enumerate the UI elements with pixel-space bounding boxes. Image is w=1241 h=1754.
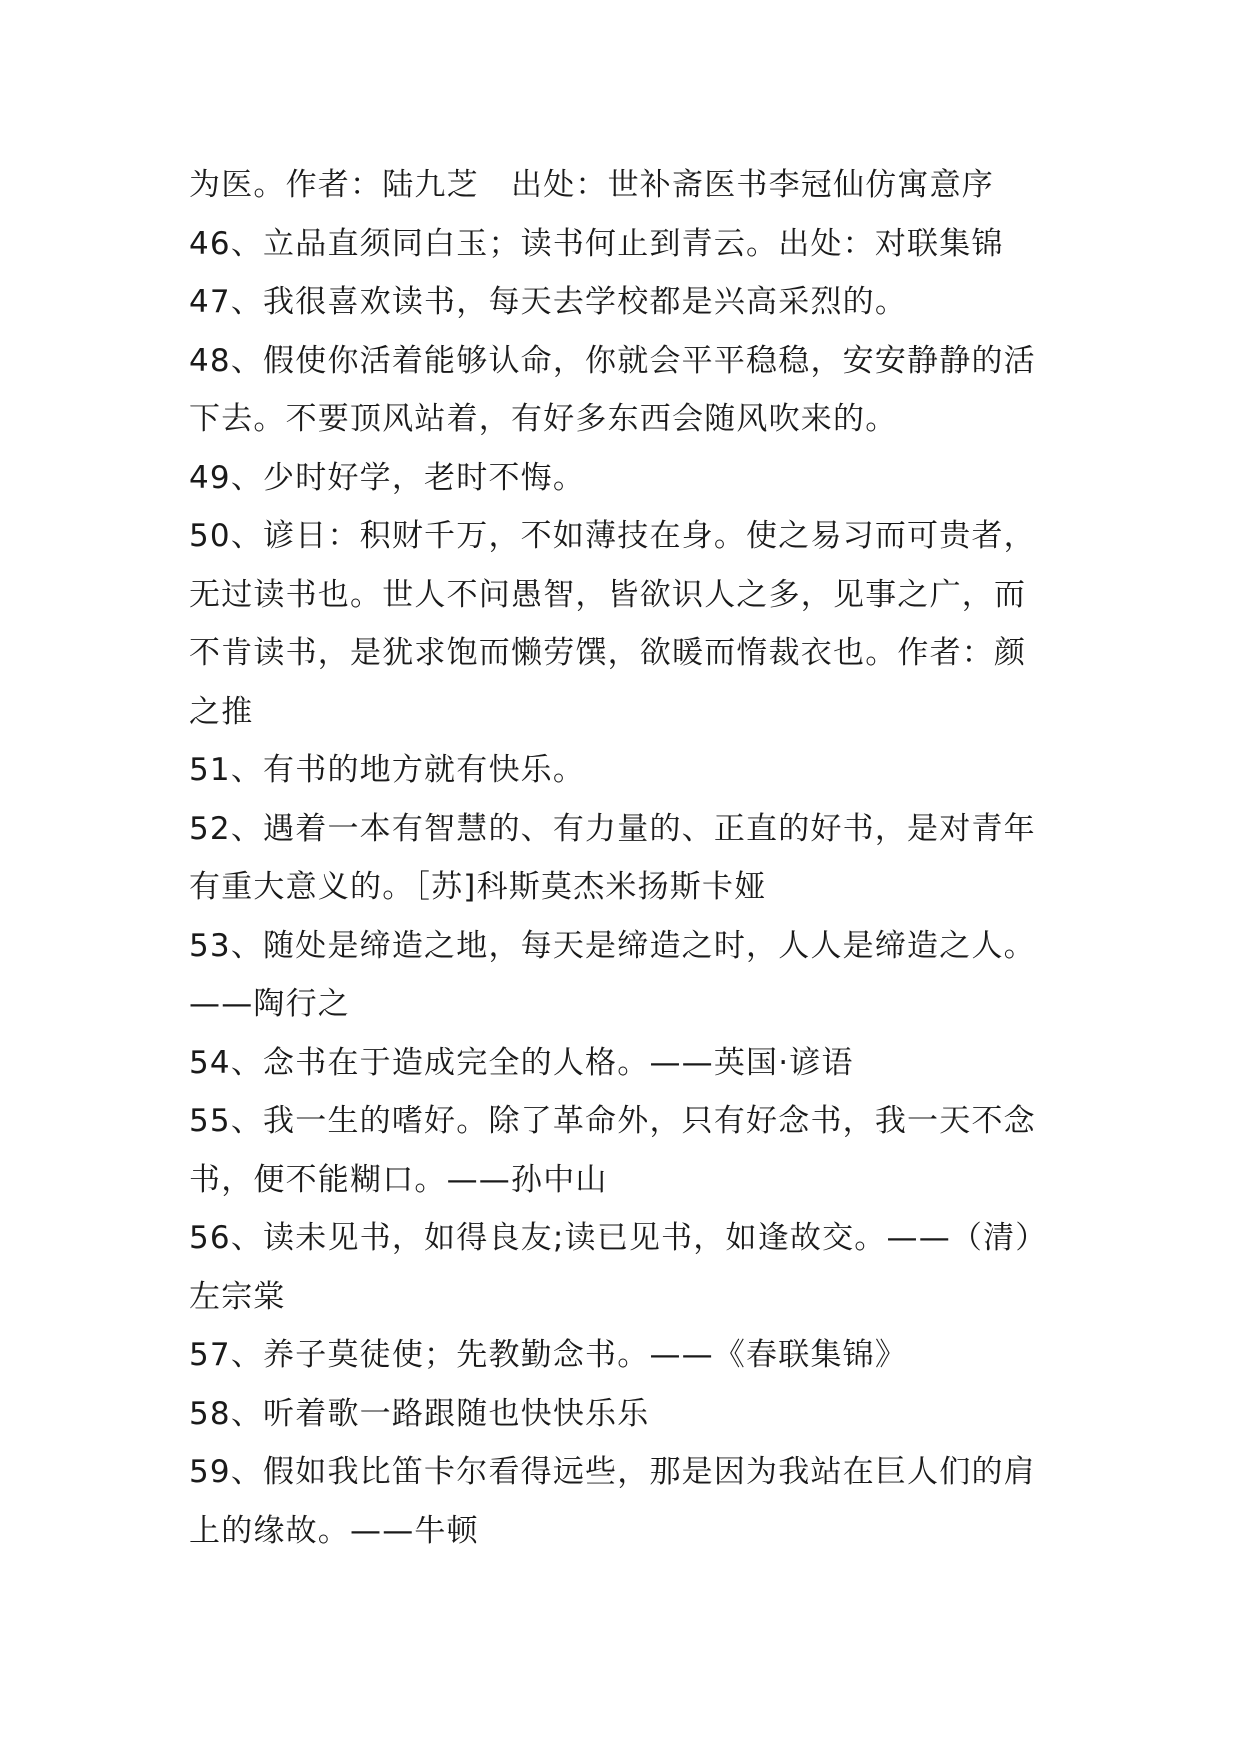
text-line: 57、养子莫徒使；先教勤念书。——《春联集锦》 <box>189 1337 908 1373</box>
text-line: 48、假使你活着能够认命，你就会平平稳稳，安安静静的活 <box>189 342 1036 379</box>
text-line: 有重大意义的。［苏]科斯莫杰米扬斯卡娅 <box>189 869 767 905</box>
text-line: 左宗棠 <box>189 1278 286 1315</box>
text-line: 之推 <box>189 693 254 730</box>
text-line: 56、读未见书，如得良友;读已见书，如逢故交。——（清） <box>189 1220 1048 1256</box>
text-line: 下去。不要顶风站着，有好多东西会随风吹来的。 <box>189 401 898 437</box>
text-line: 50、谚日：积财千万，不如薄技在身。使之易习而可贵者， <box>189 518 1036 554</box>
text-line: 书，便不能糊口。——孙中山 <box>189 1161 608 1198</box>
text-line: 59、假如我比笛卡尔看得远些，那是因为我站在巨人们的肩 <box>189 1454 1036 1490</box>
text-line: 上的缘故。——牛顿 <box>189 1512 479 1549</box>
text-line: 51、有书的地方就有快乐。 <box>189 752 586 788</box>
text-line: 不肯读书，是犹求饱而懒劳馔，欲暖而惰裁衣也。作者：颜 <box>189 635 1027 671</box>
text-line: 46、立品直须同白玉；读书何止到青云。出处：对联集锦 <box>189 225 1004 262</box>
text-line: 52、遇着一本有智慧的、有力量的、正直的好书，是对青年 <box>189 810 1036 847</box>
text-line: 为医。作者：陆九芝 出处：世补斋医书李冠仙仿寓意序 <box>189 167 994 203</box>
text-line: 49、少时好学，老时不悔。 <box>189 459 586 496</box>
text-line: 无过读书也。世人不问愚智，皆欲识人之多，见事之广，而 <box>189 576 1027 613</box>
text-line: 53、随处是缔造之地，每天是缔造之时，人人是缔造之人。 <box>189 927 1036 964</box>
document-body <box>189 156 1079 1560</box>
text-line: 55、我一生的嗜好。除了革命外，只有好念书，我一天不念 <box>189 1103 1036 1139</box>
text-line: 54、念书在于造成完全的人格。——英国·谚语 <box>189 1044 854 1081</box>
text-line: 47、我很喜欢读书，每天去学校都是兴高采烈的。 <box>189 284 908 320</box>
text-line: 58、听着歌一路跟随也快快乐乐 <box>189 1395 650 1432</box>
text-line: ——陶行之 <box>189 986 350 1022</box>
